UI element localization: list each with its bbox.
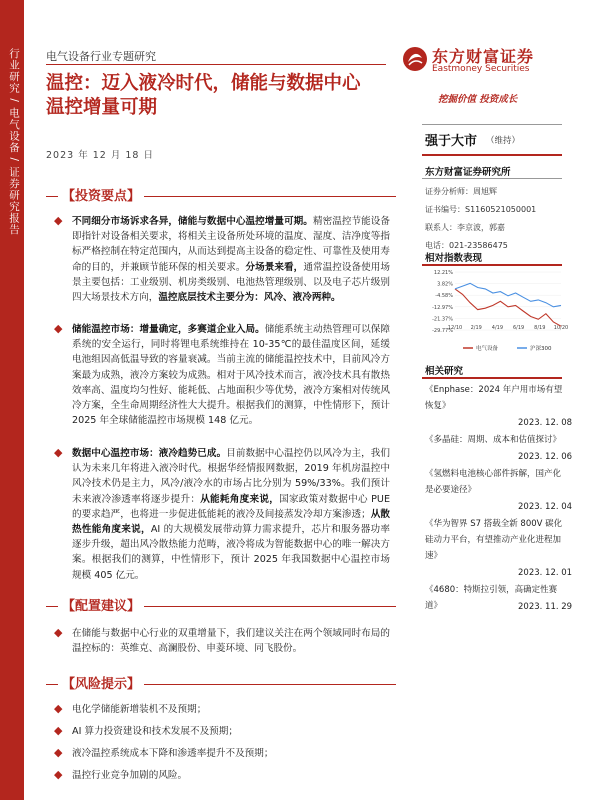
chart-x-tick-label: 12/10 <box>447 325 463 331</box>
chart-y-tick-label: -4.58% <box>435 293 453 300</box>
chart-x-tick-label: 4/19 <box>491 325 504 331</box>
related-divider <box>422 377 562 379</box>
chart-y-tick-label: 12.21% <box>433 270 453 276</box>
risk-item: 温控行业竞争加剧的风险。 <box>72 770 188 781</box>
rating-label: 强于大市 <box>425 134 478 149</box>
brand-mark-icon <box>402 46 428 72</box>
investment-point-1 <box>72 214 390 305</box>
header-divider <box>46 64 386 65</box>
point-1-text-2: 通常温控设备使用场景主要包括：工业级别、机房类级别、电池热管理级别、以及电子芯片级别四大场景技术方向， <box>72 261 391 304</box>
report-category: 电气设备行业专题研究 <box>46 50 156 63</box>
related-item-title[interactable]: 《4680：特斯拉引领，高确定性赛道》 <box>425 585 558 611</box>
relative-index-chart <box>425 266 569 360</box>
related-item-date: 2023. 11. 29 <box>518 602 573 612</box>
analyst-contacts: 联系人：李京波，郭嘉 <box>425 223 505 232</box>
rating-note: （维持） <box>486 136 521 146</box>
related-item-date: 2023. 12. 06 <box>518 452 573 462</box>
chart-x-tick-label: 2/19 <box>470 325 482 331</box>
section-investment <box>46 188 396 206</box>
bullet-icon: ◆ <box>54 446 63 459</box>
risk-item: 电化学储能新增装机不及预期； <box>72 704 207 715</box>
chart-legend-label: 沪深300 <box>530 346 552 352</box>
point-3-lead: 数据中心温控市场：液冷趋势已成。 <box>72 448 227 459</box>
chart-y-tick-label: -29.77% <box>432 328 453 334</box>
report-date: 2023 年 12 月 18 日 <box>46 150 154 161</box>
report-title <box>46 72 406 120</box>
chart-x-tick-label: 8/19 <box>534 325 546 331</box>
related-item-date: 2023. 12. 04 <box>518 502 573 512</box>
point-1-text: 精密温控节能设备即指针对设备相关要求，将相关主设备所处环境的温度、湿度、洁净度等指标严格控制在特定范围内，从而达到提高主设备的稳定性、可靠性及使用寿命的目的，并兼顾节能环保的相关要求。 <box>72 216 391 273</box>
brand-logo <box>402 44 552 74</box>
point-1-lead: 不同细分市场诉求各异，储能与数据中心温控增量可期。 <box>72 216 313 227</box>
brand-name-cn: 东方财富证券 <box>432 47 535 66</box>
chart-x-tick-label: 10/20 <box>553 325 569 331</box>
related-item-title[interactable]: 《华为智界 S7 搭载全新 800V 碳化硅动力平台，有望推动产业化进程加速》 <box>425 519 563 561</box>
side-banner <box>0 0 24 800</box>
risk-item: 液冷温控系统成本下降和渗透率提升不及预期； <box>72 748 274 759</box>
bullet-icon: ◆ <box>54 746 63 759</box>
relative-index-heading: 相对指数表现 <box>425 253 483 264</box>
point-3-text-3: AI 的大规模发展带动算力需求提升，芯片和服务器功率逐步升级，超出风冷散热能力范畴，液冷将成为智能数据中心的唯一解决方案。根据我们的测算，中性情形下，预计 2025 年我国数据中心温控市场规模 405 亿元。 <box>72 524 390 581</box>
point-3-text: 目前数据中心温控仍以风冷为主，我们认为未来几年将进入液冷时代。根据华经情报网数据，2019 年机房温控中风冷技术仍是主力，风冷/液冷水的市场占比分别为 59%/33%。我们预计未来液冷渗透率将逐步提升： <box>72 448 390 505</box>
section-allocation-label: 【配置建议】 <box>58 598 144 616</box>
related-item-title[interactable]: 《Enphase：2024 年户用市场有望恢复》 <box>425 385 563 411</box>
brand-slogan: 挖掘价值 投资成长 <box>438 94 518 105</box>
title-line-1: 温控：迈入液冷时代，储能与数据中心 <box>46 73 361 94</box>
bullet-icon: ◆ <box>54 626 63 639</box>
analyst-name: 证券分析师：周旭辉 <box>425 187 497 196</box>
allocation-text: 在储能与数据中心行业的双重增量下，我们建议关注在两个领域同时布局的温控标的：英维克、高澜股份、申菱环境、同飞股份。 <box>72 628 390 655</box>
chart-y-tick-label: -12.97% <box>432 304 453 311</box>
point-1-lead-3: 温控底层技术主要分为：风冷、液冷两种。 <box>158 292 341 304</box>
related-item-title[interactable]: 《多晶硅：周期、成本和估值探讨》 <box>425 435 562 445</box>
risk-item: AI 算力投资建设和技术发展不及预期； <box>72 726 238 737</box>
rating-bottom-divider <box>422 154 562 156</box>
bullet-icon: ◆ <box>54 702 63 715</box>
title-line-2: 温控增量可期 <box>46 97 158 118</box>
rating-top-divider <box>422 124 562 125</box>
institute-divider <box>422 178 562 179</box>
point-2-lead: 储能温控市场：增量确定，多赛道企业入局。 <box>72 324 265 335</box>
relative-index-svg <box>425 266 569 360</box>
related-item-date: 2023. 12. 08 <box>518 418 573 428</box>
bullet-icon: ◆ <box>54 322 63 335</box>
institute-name: 东方财富证券研究所 <box>425 167 511 178</box>
section-allocation <box>46 598 396 616</box>
investment-point-3 <box>72 446 390 583</box>
chart-series-line <box>455 289 561 326</box>
point-1-lead-2: 分场景来看， <box>245 261 304 273</box>
chart-x-tick-label: 6/19 <box>512 325 525 331</box>
related-item-date: 2023. 12. 01 <box>518 568 573 578</box>
chart-y-tick-label: -21.37% <box>432 316 453 323</box>
section-risk <box>46 676 396 694</box>
chart-legend-label: 电气设备 <box>476 346 499 352</box>
bullet-icon: ◆ <box>54 214 63 227</box>
brand-name-en: Eastmoney Securities <box>432 64 530 74</box>
related-item-title[interactable]: 《氢燃料电池核心部件拆解，国产化是必要途径》 <box>425 469 562 495</box>
related-research-heading: 相关研究 <box>425 366 464 377</box>
bullet-icon: ◆ <box>54 724 63 737</box>
point-3-text-2: 国家政策对数据中心 PUE 的要求趋严，也将进一步促进低能耗的液冷及间接蒸发冷却方案渗透； <box>72 493 391 520</box>
side-banner-text: 行业研究 / 电气设备 / 证券研究报告 <box>8 48 20 236</box>
analyst-phone: 电话：021-23586475 <box>425 241 508 250</box>
analyst-cert: 证书编号：S1160521050001 <box>425 205 537 214</box>
chart-y-tick-label: 3.82% <box>437 281 453 288</box>
bullet-icon: ◆ <box>54 768 63 781</box>
section-investment-label: 【投资要点】 <box>58 188 144 206</box>
investment-point-2 <box>72 322 390 428</box>
point-3-lead-2: 从能耗角度来说， <box>200 493 280 505</box>
point-2-text: 储能系统主动热管理可以保障系统的安全运行，同时将锂电系统维持在 10-35℃的最佳温度区间，延缓电池组因高低温导致的容量衰减。当前主流的储能温控技术中，目前风冷方案最为成熟，液冷方案较为成熟。相对于风冷技术而言，液冷技术具有散热效率高、温度均匀性好、能耗低、占地面积少等优势，液冷方案相对传统风冷方案，全生命周期经济性大大提升。根据我们的测算，中性情形下，预计 2025 年全球储能温控市场规模 148 亿元。 <box>72 324 391 427</box>
point-3-lead-3: 从散热性能角度来说， <box>72 508 391 536</box>
section-risk-label: 【风险提示】 <box>58 676 144 694</box>
